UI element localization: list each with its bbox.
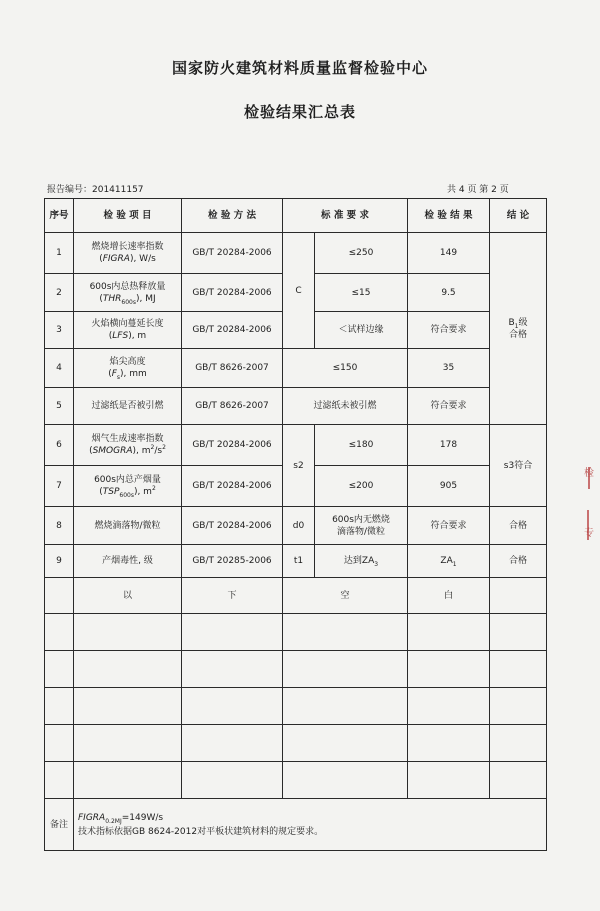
row-result: 178 bbox=[408, 425, 490, 466]
empty-row bbox=[45, 762, 547, 799]
row-method: GB/T 20285-2006 bbox=[182, 545, 283, 578]
row-item: 过滤纸是否被引燃 bbox=[74, 388, 182, 425]
header-row bbox=[45, 199, 547, 233]
col-header-no: 序号 bbox=[45, 199, 74, 233]
row-no: 9 bbox=[45, 545, 74, 578]
blank-char-3: 空 bbox=[283, 578, 408, 614]
row-result: $ZA_1$ bbox=[408, 545, 490, 578]
col-header-result: 检 验 结 果 bbox=[408, 199, 490, 233]
row-conclusion: 合格 bbox=[490, 545, 547, 578]
row-result: 149 bbox=[408, 233, 490, 274]
row-method: GB/T 20284-2006 bbox=[182, 233, 283, 274]
results-table bbox=[44, 198, 547, 851]
row-no: 8 bbox=[45, 507, 74, 545]
notes-content: $FIGRA_{0.2MJ}=149W/s$ 技术指标依据GB 8624-2012对平板状建筑材料的规定要求。 bbox=[74, 799, 547, 851]
row-requirement: 过滤纸未被引燃 bbox=[283, 388, 408, 425]
row-result: 35 bbox=[408, 349, 490, 388]
row-requirement: ≤15 bbox=[315, 274, 408, 312]
row-method: GB/T 20284-2006 bbox=[182, 312, 283, 349]
col-header-conclusion: 结 论 bbox=[490, 199, 547, 233]
group-class-c: C bbox=[283, 233, 315, 349]
table-row bbox=[45, 233, 547, 274]
row-item: 600s内总热释放量 $(THR_{600s})$, MJ bbox=[74, 274, 182, 312]
row-requirement: ≤180 bbox=[315, 425, 408, 466]
col-header-requirement: 标 准 要 求 bbox=[283, 199, 408, 233]
row-result: 符合要求 bbox=[408, 507, 490, 545]
blank-char-2: 下 bbox=[182, 578, 283, 614]
row-result: 符合要求 bbox=[408, 388, 490, 425]
row-result: 9.5 bbox=[408, 274, 490, 312]
row-item: 燃烧增长速率指数 (FIGRA), W/s bbox=[74, 233, 182, 274]
row-item: 焰尖高度 $(F_s)$, mm bbox=[74, 349, 182, 388]
row-requirement: 600s内无燃烧 滴落物/微粒 bbox=[315, 507, 408, 545]
row-method: GB/T 20284-2006 bbox=[182, 425, 283, 466]
blank-char-1: 以 bbox=[74, 578, 182, 614]
group-class-s2: s2 bbox=[283, 425, 315, 507]
row-requirement: ≤250 bbox=[315, 233, 408, 274]
conclusion-b1: $B_1$级 合格 bbox=[490, 233, 547, 425]
table-row bbox=[45, 507, 547, 545]
blank-marker-row bbox=[45, 578, 547, 614]
table-row bbox=[45, 388, 547, 425]
col-header-method: 检 验 方 法 bbox=[182, 199, 283, 233]
notes-label: 备注 bbox=[45, 799, 74, 851]
row-class: d0 bbox=[283, 507, 315, 545]
notes-row bbox=[45, 799, 547, 851]
report-number: 报告编号：201411157 bbox=[47, 185, 144, 195]
row-conclusion: 合格 bbox=[490, 507, 547, 545]
empty-row bbox=[45, 614, 547, 651]
row-no: 7 bbox=[45, 466, 74, 507]
row-no: 2 bbox=[45, 274, 74, 312]
empty-row bbox=[45, 688, 547, 725]
row-method: GB/T 8626-2007 bbox=[182, 388, 283, 425]
table-row bbox=[45, 545, 547, 578]
page-subtitle: 检验结果汇总表 bbox=[243, 103, 356, 121]
row-method: GB/T 20284-2006 bbox=[182, 466, 283, 507]
row-requirement: ≤150 bbox=[283, 349, 408, 388]
row-item: 烟气生成速率指数 (SMOGRA), $m^2/s^2$ bbox=[74, 425, 182, 466]
row-no: 5 bbox=[45, 388, 74, 425]
row-item: 燃烧滴落物/微粒 bbox=[74, 507, 182, 545]
row-result: 符合要求 bbox=[408, 312, 490, 349]
row-class: t1 bbox=[283, 545, 315, 578]
row-no: 4 bbox=[45, 349, 74, 388]
conclusion-s3: s3符合 bbox=[490, 425, 547, 507]
row-item: 600s内总产烟量 $(TSP_{600s})$, $m^2$ bbox=[74, 466, 182, 507]
row-result: 905 bbox=[408, 466, 490, 507]
table-row bbox=[45, 349, 547, 388]
table-row bbox=[45, 425, 547, 466]
blank-char-4: 白 bbox=[408, 578, 490, 614]
empty-row bbox=[45, 651, 547, 688]
row-method: GB/T 20284-2006 bbox=[182, 274, 283, 312]
page-title: 国家防火建筑材料质量监督检验中心 bbox=[171, 59, 428, 77]
row-no: 6 bbox=[45, 425, 74, 466]
row-item: 火焰横向蔓延长度 (LFS), m bbox=[74, 312, 182, 349]
row-requirement: ≤200 bbox=[315, 466, 408, 507]
empty-row bbox=[45, 725, 547, 762]
col-header-item: 检 验 项 目 bbox=[74, 199, 182, 233]
page-info: 共 4 页 第 2 页 bbox=[447, 185, 509, 195]
row-method: GB/T 8626-2007 bbox=[182, 349, 283, 388]
row-requirement: 达到$ZA_3$ bbox=[315, 545, 408, 578]
row-method: GB/T 20284-2006 bbox=[182, 507, 283, 545]
row-requirement: ＜试样边缘 bbox=[315, 312, 408, 349]
row-no: 1 bbox=[45, 233, 74, 274]
row-no: 3 bbox=[45, 312, 74, 349]
seal-stamp: 检 专 bbox=[584, 468, 594, 539]
row-item: 产烟毒性, 级 bbox=[74, 545, 182, 578]
